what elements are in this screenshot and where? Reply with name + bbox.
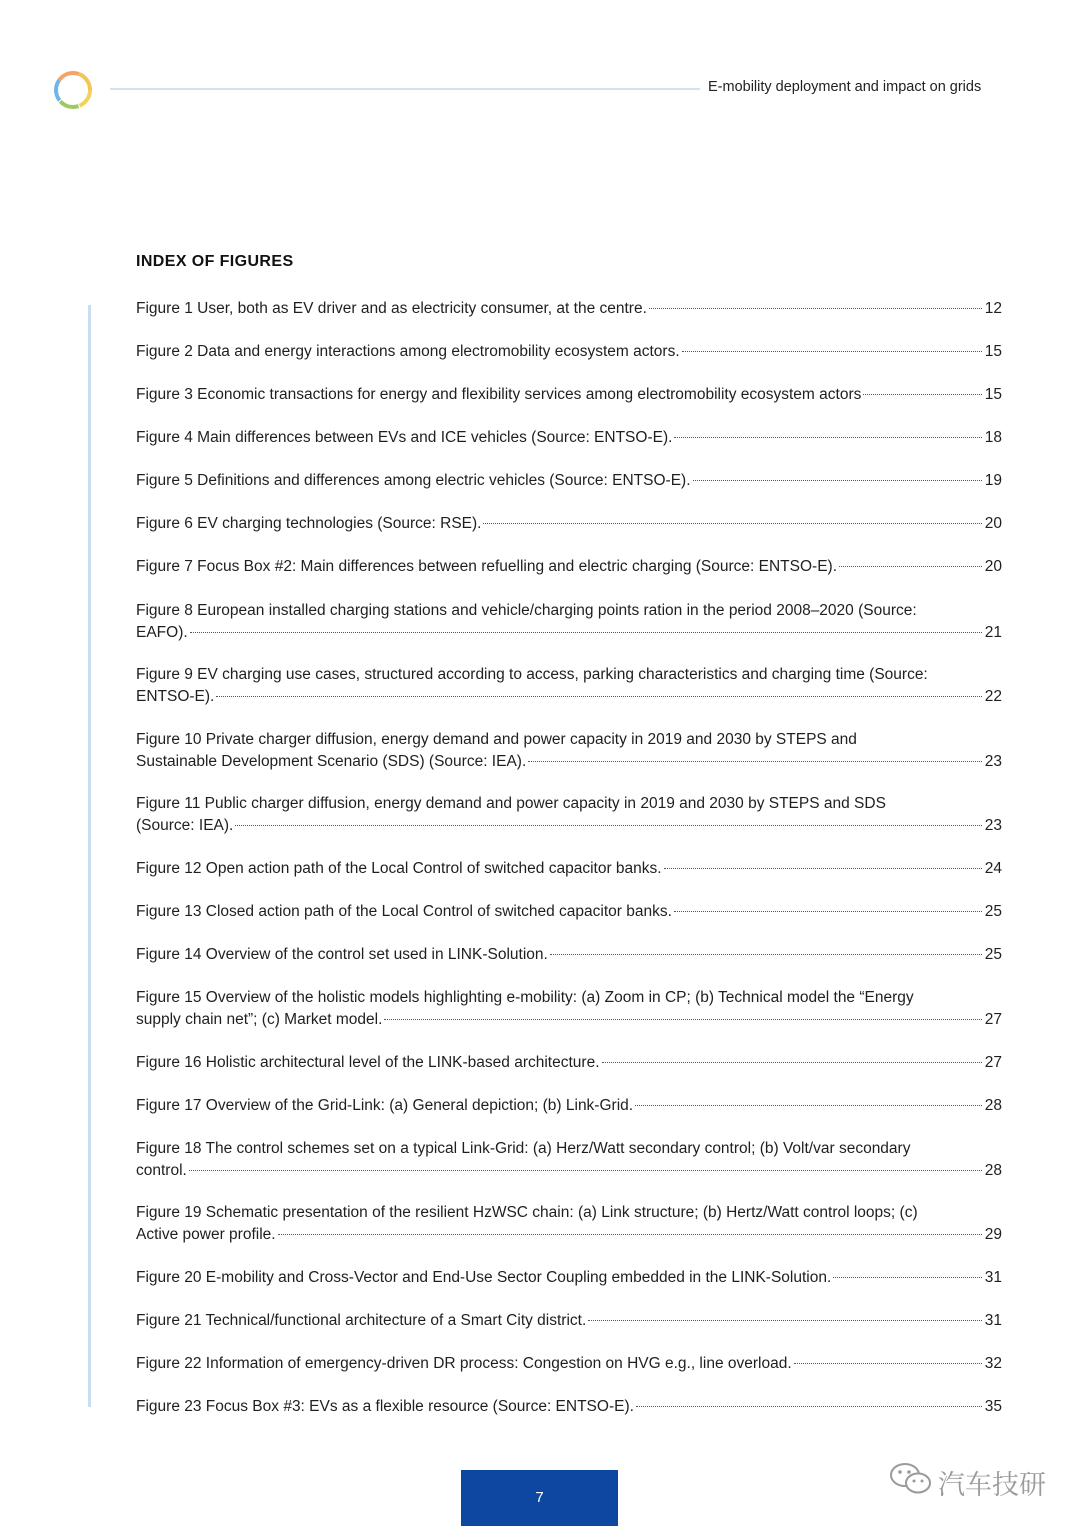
index-heading: INDEX OF FIGURES bbox=[136, 253, 294, 270]
toc-page-number: 29 bbox=[984, 1226, 1002, 1243]
toc-entry[interactable] bbox=[136, 600, 1002, 644]
toc-page-number: 28 bbox=[984, 1097, 1002, 1114]
toc-page-number: 25 bbox=[984, 946, 1002, 963]
toc-entry-title: Figure 15 Overview of the holistic models highlighting e-mobility: (a) Zoom in CP; (b) Technical model the “Energy bbox=[136, 989, 914, 1006]
toc-entry-title: Figure 6 EV charging technologies (Source: RSE). bbox=[136, 515, 482, 532]
toc-page-number: 20 bbox=[984, 558, 1002, 575]
dot-leader bbox=[278, 1234, 982, 1235]
toc-entry-title: Figure 4 Main differences between EVs and ICE vehicles (Source: ENTSO-E). bbox=[136, 429, 673, 446]
running-header-title: E-mobility deployment and impact on grids bbox=[708, 79, 982, 95]
dot-leader bbox=[602, 1062, 982, 1063]
toc-entry-title-continued: (Source: IEA). bbox=[136, 817, 234, 834]
toc-entry[interactable] bbox=[136, 944, 1002, 966]
toc-page-number: 25 bbox=[984, 903, 1002, 920]
dot-leader bbox=[528, 761, 981, 762]
toc-entry-title: Figure 10 Private charger diffusion, energy demand and power capacity in 2019 and 2030 by STEPS and bbox=[136, 731, 857, 748]
toc-entry-title: Figure 2 Data and energy interactions among electromobility ecosystem actors. bbox=[136, 343, 680, 360]
toc-page-number: 20 bbox=[984, 515, 1002, 532]
toc-page-number: 28 bbox=[984, 1162, 1002, 1179]
dot-leader bbox=[636, 1406, 982, 1407]
toc-page-number: 22 bbox=[984, 688, 1002, 705]
dot-leader bbox=[550, 954, 982, 955]
dot-leader bbox=[863, 394, 981, 395]
toc-entry[interactable] bbox=[136, 298, 1002, 320]
toc-entry-title: Figure 18 The control schemes set on a typical Link-Grid: (a) Herz/Watt secondary control; (b) Volt/var secondary bbox=[136, 1140, 911, 1157]
toc-entry-title: Figure 23 Focus Box #3: EVs as a flexible resource (Source: ENTSO-E). bbox=[136, 1398, 634, 1415]
dot-leader bbox=[682, 351, 982, 352]
toc-entry-title: Figure 20 E-mobility and Cross-Vector and End-Use Sector Coupling embedded in the LINK-Solution. bbox=[136, 1269, 832, 1286]
toc-entry[interactable] bbox=[136, 793, 1002, 837]
toc-entry-title: Figure 21 Technical/functional architecture of a Smart City district. bbox=[136, 1312, 587, 1329]
toc-page-number: 31 bbox=[984, 1312, 1002, 1329]
toc-entry-title: Figure 17 Overview of the Grid-Link: (a) General depiction; (b) Link-Grid. bbox=[136, 1097, 634, 1114]
toc-entry[interactable] bbox=[136, 513, 1002, 535]
toc-entry[interactable] bbox=[136, 427, 1002, 449]
toc-page-number: 23 bbox=[984, 817, 1002, 834]
dot-leader bbox=[674, 437, 981, 438]
dot-leader bbox=[635, 1105, 982, 1106]
dot-leader bbox=[833, 1277, 981, 1278]
toc-entry-title: Figure 12 Open action path of the Local Control of switched capacitor banks. bbox=[136, 860, 662, 877]
dot-leader bbox=[384, 1019, 981, 1020]
dot-leader bbox=[664, 868, 982, 869]
toc-entry-title-continued: Sustainable Development Scenario (SDS) (Source: IEA). bbox=[136, 753, 527, 770]
toc-page-number: 15 bbox=[984, 343, 1002, 360]
toc-page-number: 27 bbox=[984, 1011, 1002, 1028]
dot-leader bbox=[483, 523, 981, 524]
toc-page-number: 15 bbox=[984, 386, 1002, 403]
toc-entry[interactable] bbox=[136, 987, 1002, 1031]
dot-leader bbox=[693, 480, 982, 481]
toc-entry-title: Figure 22 Information of emergency-driven DR process: Congestion on HVG e.g., line overload. bbox=[136, 1355, 792, 1372]
toc-entry-title-continued: Active power profile. bbox=[136, 1226, 276, 1243]
toc-page-number: 18 bbox=[984, 429, 1002, 446]
toc-entry[interactable] bbox=[136, 1310, 1002, 1332]
toc-entry[interactable] bbox=[136, 1202, 1002, 1246]
toc-page-number: 31 bbox=[984, 1269, 1002, 1286]
logo-ring-icon bbox=[52, 69, 94, 111]
toc-entry-title: Figure 14 Overview of the control set used in LINK-Solution. bbox=[136, 946, 548, 963]
toc-entry-title-continued: supply chain net”; (c) Market model. bbox=[136, 1011, 383, 1028]
toc-entry[interactable] bbox=[136, 729, 1002, 773]
dot-leader bbox=[216, 696, 981, 697]
toc-entry[interactable] bbox=[136, 1052, 1002, 1074]
toc-page-number: 24 bbox=[984, 860, 1002, 877]
header-rule bbox=[110, 88, 700, 90]
toc-entry-title: Figure 8 European installed charging stations and vehicle/charging points ration in the period 2008–2020 (Source: bbox=[136, 602, 917, 619]
toc-entry[interactable] bbox=[136, 1353, 1002, 1375]
dot-leader bbox=[588, 1320, 981, 1321]
toc-entry-title: Figure 5 Definitions and differences among electric vehicles (Source: ENTSO-E). bbox=[136, 472, 691, 489]
toc-entry-title: Figure 3 Economic transactions for energy and flexibility services among electromobility ecosystem actors bbox=[136, 386, 862, 403]
toc-entry-title: Figure 9 EV charging use cases, structured according to access, parking characteristics and charging time (Source: bbox=[136, 666, 928, 683]
page-number: 7 bbox=[535, 1489, 544, 1506]
toc-entry-title: Figure 16 Holistic architectural level of the LINK-based architecture. bbox=[136, 1054, 600, 1071]
toc-entry[interactable] bbox=[136, 1396, 1002, 1418]
dot-leader bbox=[839, 566, 982, 567]
toc-entry[interactable] bbox=[136, 901, 1002, 923]
toc-entry-title: Figure 1 User, both as EV driver and as electricity consumer, at the centre. bbox=[136, 300, 647, 317]
toc-entry[interactable] bbox=[136, 341, 1002, 363]
toc-entry[interactable] bbox=[136, 664, 1002, 708]
dot-leader bbox=[794, 1363, 982, 1364]
toc-page-number: 32 bbox=[984, 1355, 1002, 1372]
toc-entry-title-continued: EAFO). bbox=[136, 624, 188, 641]
toc-entry-title: Figure 11 Public charger diffusion, energy demand and power capacity in 2019 and 2030 by STEPS and SDS bbox=[136, 795, 886, 812]
toc-entry[interactable] bbox=[136, 556, 1002, 578]
toc-entry-title-continued: ENTSO-E). bbox=[136, 688, 215, 705]
toc-entry[interactable] bbox=[136, 1138, 1002, 1182]
dot-leader bbox=[190, 632, 982, 633]
toc-entry[interactable] bbox=[136, 470, 1002, 492]
toc-entry[interactable] bbox=[136, 1267, 1002, 1289]
toc-page-number: 35 bbox=[984, 1398, 1002, 1415]
toc-entry-title: Figure 7 Focus Box #2: Main differences between refuelling and electric charging (Source: ENTSO-E). bbox=[136, 558, 837, 575]
page-number-box bbox=[461, 1470, 618, 1526]
toc-page-number: 21 bbox=[984, 624, 1002, 641]
toc-page-number: 23 bbox=[984, 753, 1002, 770]
side-rule bbox=[88, 305, 91, 1407]
wechat-icon bbox=[888, 1461, 934, 1497]
dot-leader bbox=[674, 911, 982, 912]
watermark-text: 汽车技研 bbox=[938, 1470, 1046, 1500]
toc-page-number: 12 bbox=[984, 300, 1002, 317]
toc-entry-title-continued: control. bbox=[136, 1162, 187, 1179]
toc-entry-title: Figure 13 Closed action path of the Local Control of switched capacitor banks. bbox=[136, 903, 672, 920]
dot-leader bbox=[649, 308, 982, 309]
toc-page-number: 19 bbox=[984, 472, 1002, 489]
toc-page-number: 27 bbox=[984, 1054, 1002, 1071]
dot-leader bbox=[189, 1170, 982, 1171]
dot-leader bbox=[235, 825, 981, 826]
toc-entry[interactable] bbox=[136, 1095, 1002, 1117]
toc-entry[interactable] bbox=[136, 384, 1002, 406]
toc-entry[interactable] bbox=[136, 858, 1002, 880]
toc-entry-title: Figure 19 Schematic presentation of the resilient HzWSC chain: (a) Link structure; (b) Hertz/Watt control loops; (c) bbox=[136, 1204, 918, 1221]
